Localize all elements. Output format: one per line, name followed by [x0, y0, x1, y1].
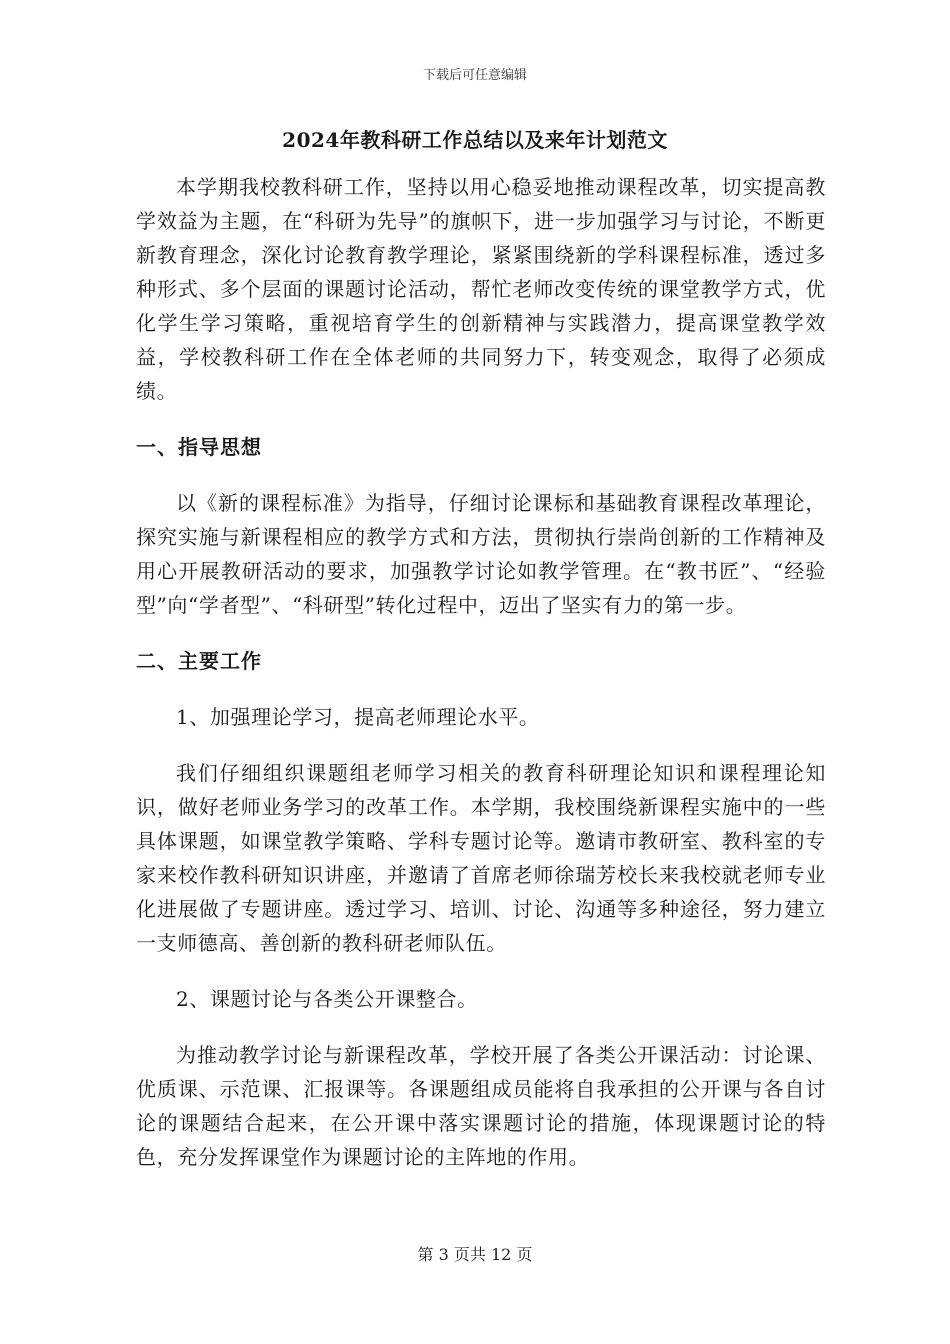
- theory-study-paragraph: 我们仔细组织课题组老师学习相关的教育科研理论知识和课程理论知识，做好老师业务学习的改革工作。本学期，我校围绕新课程实施中的一些具体课题，如课堂教学策略、学科专题讨论等。邀请市教研室、教科室的专家来校作教科研知识讲座，并邀请了首席老师徐瑞芳校长来我校就老师专业化进展做了专题讲座。透过学习、培训、讨论、沟通等多种途径，努力建立一支师德高、善创新的教科研老师队伍。: [136, 761, 826, 955]
- guiding-ideology-paragraph: 以《新的课程标准》为指导，仔细讨论课标和基础教育课程改革理论，探究实施与新课程相应的教学方式和方法，贯彻执行崇尚创新的工作精神及用心开展教研活动的要求，加强教学讨论如教学管理。在“教书匠”、“经验型”向“学者型”、“科研型”转化过程中，迈出了坚实有力的第一步。: [136, 491, 826, 617]
- page-number: 第 3 页共 12 页: [417, 1245, 533, 1264]
- header-note: 下载后可任意编辑: [422, 68, 527, 83]
- section-heading-main-work: 二、主要工作: [136, 649, 262, 673]
- subsection-title-theory-study: 1、加强理论学习，提高老师理论水平。: [176, 705, 540, 729]
- subsection-title-research-open-classes: 2、课题讨论与各类公开课整合。: [176, 987, 478, 1011]
- research-open-classes-paragraph: 为推动教学讨论与新课程改革，学校开展了各类公开课活动：讨论课、优质课、示范课、汇报课等。各课题组成员能将自我承担的公开课与各自讨论的课题结合起来，在公开课中落实课题讨论的措施，体现课题讨论的特色，充分发挥课堂作为课题讨论的主阵地的作用。: [136, 1043, 826, 1169]
- intro-paragraph: 本学期我校教科研工作，坚持以用心稳妥地推动课程改革，切实提高教学效益为主题，在“科研为先导”的旗帜下，进一步加强学习与讨论，不断更新教育理念，深化讨论教育教学理论，紧紧围绕新的学科课程标准，透过多种形式、多个层面的课题讨论活动，帮忙老师改变传统的课堂教学方式，优化学生学习策略，重视培育学生的创新精神与实践潜力，提高课堂教学效益，学校教科研工作在全体老师的共同努力下，转变观念，取得了必须成绩。: [136, 175, 826, 403]
- document-title: 2024年教科研工作总结以及来年计划范文: [282, 128, 668, 152]
- document-body: [136, 170, 826, 1196]
- section-heading-guiding-ideology: 一、指导思想: [136, 435, 262, 459]
